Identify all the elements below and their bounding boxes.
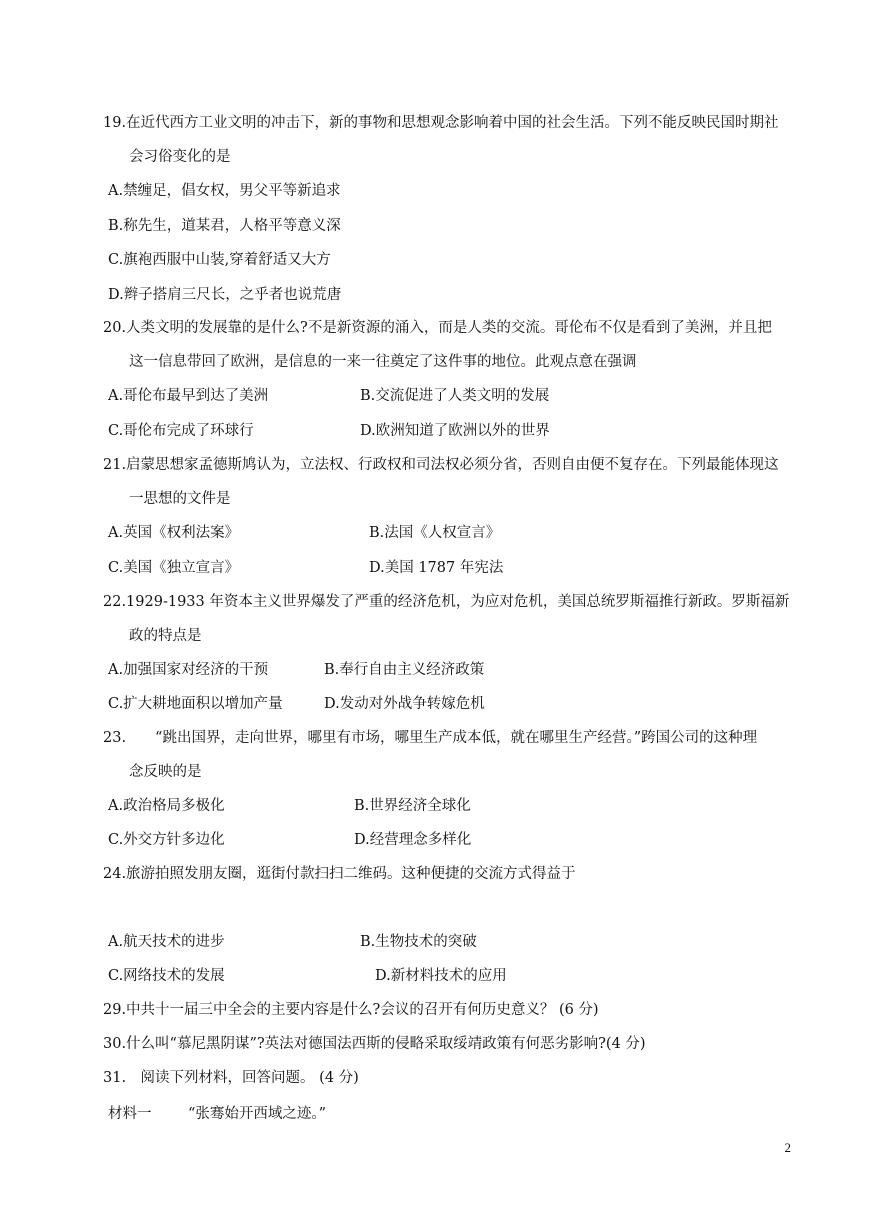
q20-stem-line1: 20.人类文明的发展靠的是什么?不是新资源的涌入，而是人类的交流。哥伦布不仅是看到了美洲，并且把 [103,320,772,336]
material1-label: 材料一 [108,1106,152,1122]
q24-option-c: C.网络技术的发展 [108,968,225,984]
q24-option-b: B.生物技术的突破 [360,934,477,950]
q21-option-a: A.英国《权利法案》 [108,525,240,541]
q30-question: 30.什么叫“慕尼黑阴谋”?英法对德国法西斯的侵略采取绥靖政策有何恶劣影响?(4 分) [103,1036,646,1052]
q23-option-a: A.政治格局多极化 [108,798,225,814]
q20-option-d: D.欧洲知道了欧洲以外的世界 [360,423,550,439]
q24-stem-line1: 24.旅游拍照发朋友圈，逛街付款扫扫二维码。这种便捷的交流方式得益于 [103,866,576,882]
q20-stem-line2: 这一信息带回了欧洲，是信息的一来一往奠定了这件事的地位。此观点意在强调 [129,354,637,370]
q19-option-d: D.辫子搭肩三尺长，之乎者也说荒唐 [108,287,342,303]
q24-option-a: A.航天技术的进步 [108,934,225,950]
q23-option-d: D.经营理念多样化 [354,832,472,848]
q23-stem-line2: 念反映的是 [129,764,202,780]
q19-option-c: C.旗袍西服中山装,穿着舒适又大方 [108,252,331,268]
q21-stem-line1: 21.启蒙思想家孟德斯鸠认为，立法权、行政权和司法权必须分省，否则自由便不复存在。下列最能体现这 [103,457,779,473]
q23-stem-line1: 23. “跳出国界，走向世界，哪里有市场，哪里生产成本低，就在哪里生产经营。”跨国公司的这种理 [103,730,758,746]
q21-option-b: B.法国《人权宣言》 [369,525,501,541]
q20-option-c: C.哥伦布完成了环球行 [108,423,254,439]
q19-option-a: A.禁缠足，倡女权，男父平等新追求 [108,183,341,199]
page-number: 2 [784,1140,791,1155]
q22-option-c: C.扩大耕地面积以增加产量 [108,696,283,712]
q24-option-d: D.新材料技术的应用 [375,968,507,984]
q21-option-d: D.美国 1787 年宪法 [369,560,504,576]
q19-stem-line1: 19.在近代西方工业文明的冲击下，新的事物和思想观念影响着中国的社会生活。下列不能反映民国时期社 [103,115,779,131]
q22-stem-line1: 22.1929-1933 年资本主义世界爆发了严重的经济危机，为应对危机，美国总统罗斯福推行新政。罗斯福新 [103,594,790,610]
q31-question: 31. 阅读下列材料，回答问题。 (4 分) [103,1070,359,1086]
q23-option-b: B.世界经济全球化 [354,798,471,814]
q22-option-b: B.奉行自由主义经济政策 [324,662,485,678]
q22-stem-line2: 政的特点是 [129,628,202,644]
q21-stem-line2: 一思想的文件是 [129,491,231,507]
q22-option-a: A.加强国家对经济的干预 [108,662,269,678]
q22-option-d: D.发动对外战争转嫁危机 [324,696,485,712]
q23-option-c: C.外交方针多边化 [108,832,225,848]
q20-option-b: B.交流促进了人类文明的发展 [360,388,550,404]
q19-stem-line2: 会习俗变化的是 [129,149,231,165]
q21-option-c: C.美国《独立宣言》 [108,560,240,576]
material1-text: “张骞始开西域之迹。” [188,1106,327,1122]
q20-option-a: A.哥伦布最早到达了美洲 [108,388,269,404]
q29-question: 29.中共十一届三中全会的主要内容是什么?会议的召开有何历史意义？ (6 分) [103,1002,599,1018]
q19-option-b: B.称先生，道某君，人格平等意义深 [108,218,341,234]
